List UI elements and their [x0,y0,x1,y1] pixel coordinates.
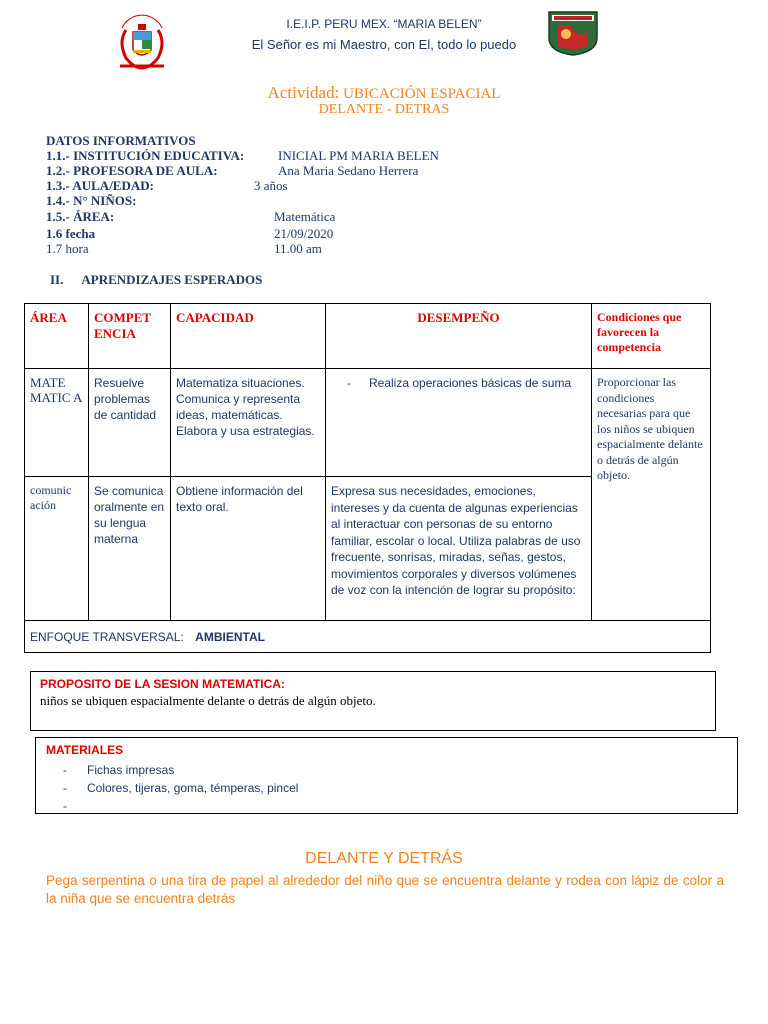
cell-competencia-comunicacion: Se comunica oralmente en su lengua materna [89,477,171,621]
datos-heading: DATOS INFORMATIVOS [46,133,196,148]
competency-table [24,303,711,653]
dato-value-aula: 3 años [254,178,288,193]
delante-detras-title: DELANTE Y DETRÁS [305,850,463,867]
cell-desempeno-matematica: - Realiza operaciones básicas de suma [326,369,592,477]
dato-label-fecha: 1.6 fecha [46,226,96,241]
enfoque-label: ENFOQUE TRANSVERSAL: [30,629,184,644]
dato-value-profesora: Ana Maria Sedano Herrera [278,163,419,178]
dato-label-profesora: 1.2.- PROFESORA DE AULA: [46,163,218,178]
proposito-title: PROPOSITO DE LA SESION MATEMATICA: [40,677,285,691]
materiales-box [35,737,738,814]
activity-title [0,83,768,103]
dato-label-hora: 1.7 hora [46,241,89,256]
list-item: - Colores, tijeras, goma, témperas, pincel [63,781,299,795]
dato-value-hora: 11.00 am [274,241,322,256]
header-condiciones: Condiciones que favorecen la competencia [592,304,711,369]
header-desempeno: DESEMPEÑO [326,304,592,369]
school-motto: El Señor es mi Maestro, con El, todo lo puedo [251,37,517,52]
activity-label: Actividad: [267,83,340,102]
table-header-row [25,304,711,369]
dato-value-fecha: 21/09/2020 [274,226,334,241]
table-row [25,369,711,477]
header-capacidad: CAPACIDAD [171,304,326,369]
dato-value-area: Matemática [274,209,336,224]
cell-capacidad-matematica: Matematiza situaciones. Comunica y representa ideas, matemáticas. Elabora y usa estrategias. [171,369,326,477]
list-item: - [63,799,67,813]
dato-label-area: 1.5.- ÁREA: [46,209,115,224]
header-area: ÁREA [25,304,89,369]
school-name: I.E.I.P. PERU MEX. “MARIA BELEN” [286,17,482,31]
activity-instructions: Pega serpentina o una tira de papel al alrededor del niño que se encuentra delante y rodea con lápiz de color a la niña que se encuentra detrás [46,873,724,906]
cell-enfoque-transversal [25,621,711,653]
activity-topic: UBICACIÓN ESPACIAL [343,86,501,102]
section-heading-aprendizajes: II. APRENDIZAJES ESPERADOS [50,272,263,287]
dato-value-institucion: INICIAL PM MARIA BELEN [278,148,439,163]
cell-desempeno-comunicacion: Expresa sus necesidades, emociones, intereses y da cuenta de algunas experiencias al interactuar con personas de su entorno familiar, escolar o local. Utiliza palabras de uso frecuente, sonrisas, miradas, señas, gestos, movimientos corporales y diversos volúmenes de voz con la intención de lograr su propósito: [326,477,592,621]
cell-capacidad-comunicacion: Obtiene información del texto oral. [171,477,326,621]
header-competencia: COMPET ENCIA [89,304,171,369]
table-row-enfoque [25,621,711,653]
proposito-box [30,671,716,731]
cell-area-matematica: MATE MATIC A [25,369,89,477]
activity-subtitle: DELANTE - DETRAS [318,102,450,117]
proposito-text: niños se ubiquen espacialmente delante o detrás de algún objeto. [40,693,376,708]
list-item: - Fichas impresas [63,763,175,777]
materiales-title: MATERIALES [46,743,124,757]
cell-area-comunicacion: comunic ación [25,477,89,621]
materiales-list [41,763,298,817]
dato-label-ninos: 1.4.- N° NIÑOS: [46,193,137,208]
cell-competencia-matematica: Resuelve problemas de cantidad [89,369,171,477]
enfoque-value: AMBIENTAL [195,629,265,644]
dato-label-institucion: 1.1.- INSTITUCIÓN EDUCATIVA: [46,148,245,163]
dato-label-aula: 1.3.- AULA/EDAD: [46,178,154,193]
cell-condiciones: Proporcionar las condiciones necesarias para que los niños se ubiquen espacialmente delante o detrás de algún objeto. [592,369,711,621]
